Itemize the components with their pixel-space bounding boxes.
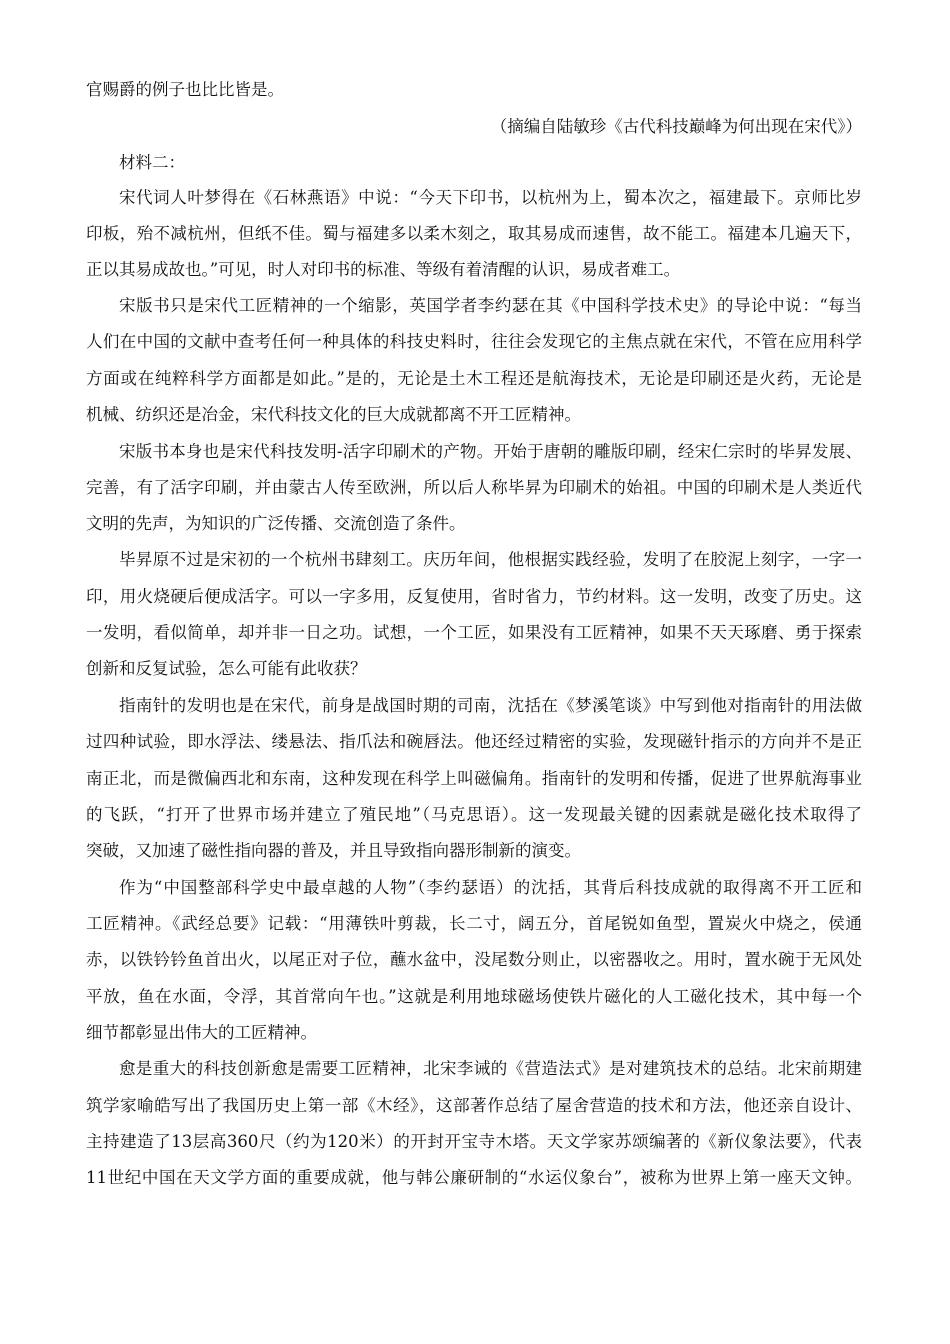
paragraph-line: 完善，有了活字印刷，并由蒙古人传至欧洲，所以后人称毕昇为印刷术的始祖。中国的印刷术是人类近代 (86, 478, 862, 497)
source-citation: （摘编自陆敏珍《古代科技巅峰为何出现在宋代》） (490, 117, 862, 136)
paragraph-line: 文明的先声，为知识的广泛传播、交流创造了条件。 (86, 514, 466, 533)
paragraph-line: 人们在中国的文献中查考任何一种具体的科技史料时，往往会发现它的主焦点就在宋代，不管在应用科学 (86, 332, 862, 351)
paragraph-line: 过四种试验，即水浮法、缕悬法、指爪法和碗唇法。他还经过精密的实验，发现磁针指示的方向并不是正 (86, 732, 862, 751)
paragraph-line: 方面或在纯粹科学方面都是如此。”是的，无论是土木工程还是航海技术，无论是印刷还是火药，无论是 (86, 369, 862, 388)
paragraph-line: 毕昇原不过是宋初的一个杭州书肆刻工。庆历年间，他根据实践经验，发明了在胶泥上刻字，一字一 (119, 550, 862, 569)
paragraph-line: 的飞跃，“打开了世界市场并建立了殖民地”（马克思语）。这一发现最关键的因素就是磁化技术取得了 (86, 805, 862, 824)
paragraph-line: 作为“中国整部科学史中最卓越的人物”（李约瑟语）的沈括，其背后科技成就的取得离不开工匠和 (119, 878, 862, 897)
section-heading: 材料二： (119, 153, 185, 172)
paragraph-line: 主持建造了13层高360尺（约为120米）的开封开宝寺木塔。天文学家苏颂编著的《新仪象法要》，代表 (86, 1132, 862, 1151)
paragraph-line: 宋版书本身也是宋代科技发明-活字印刷术的产物。开始于唐朝的雕版印刷，经宋仁宗时的毕昇发展、 (119, 442, 862, 461)
paragraph-line: 南正北，而是微偏西北和东南，这种发现在科学上叫磁偏角。指南针的发明和传播，促进了世界航海事业 (86, 769, 862, 788)
paragraph-line: 筑学家喻皓写出了我国历史上第一部《木经》，这部著作总结了屋舍营造的技术和方法，他还亲自设计、 (86, 1096, 862, 1115)
paragraph-line: 印，用火烧硬后便成活字。可以一字多用，反复使用，省时省力，节约材料。这一发明，改变了历史。这 (86, 587, 862, 606)
paragraph-line: 愈是重大的科技创新愈是需要工匠精神，北宋李诫的《营造法式》是对建筑技术的总结。北宋前期建 (119, 1059, 862, 1078)
paragraph-line: 宋代词人叶梦得在《石林燕语》中说：“今天下印书，以杭州为上，蜀本次之，福建最下。京师比岁 (119, 188, 862, 207)
paragraph-line: 细节都彰显出伟大的工匠精神。 (86, 1023, 317, 1042)
paragraph-line: 突破，又加速了磁性指向器的普及，并且导致指向器形制新的演变。 (86, 841, 581, 860)
paragraph-line: 机械、纺织还是冶金，宋代科技文化的巨大成就都离不开工匠精神。 (86, 405, 581, 424)
paragraph-line: 平放，鱼在水面，令浮，其首常向午也。”这就是利用地球磁场使铁片磁化的人工磁化技术，其中每一个 (86, 987, 862, 1006)
paragraph-line: 11世纪中国在天文学方面的重要成就，他与韩公廉研制的“水运仪象台”，被称为世界上第一座天文钟。 (86, 1168, 862, 1187)
paragraph-line: 创新和反复试验，怎么可能有此收获？ (86, 659, 367, 678)
paragraph-line: 赤，以铁钤钤鱼首出火，以尾正对子位，蘸水盆中，没尾数分则止，以密器收之。用时，置水碗于无风处 (86, 950, 862, 969)
paragraph-line: 一发明，看似简单，却并非一日之功。试想，一个工匠，如果没有工匠精神，如果不天天琢磨、勇于探索 (86, 623, 862, 642)
paragraph-line: 官赐爵的例子也比比皆是。 (86, 80, 284, 99)
paragraph-line: 正以其易成故也。”可见，时人对印书的标准、等级有着清醒的认识，易成者难工。 (86, 260, 681, 279)
paragraph-line: 印板，殆不减杭州，但纸不佳。蜀与福建多以柔木刻之，取其易成而速售，故不能工。福建本几遍天下， (86, 224, 862, 243)
paragraph-line: 工匠精神。《武经总要》记载：“用薄铁叶剪裁，长二寸，阔五分，首尾锐如鱼型，置炭火中烧之，侯通 (86, 914, 862, 933)
paragraph-line: 宋版书只是宋代工匠精神的一个缩影，英国学者李约瑟在其《中国科学技术史》的导论中说：“每当 (119, 296, 862, 315)
paragraph-line: 指南针的发明也是在宋代，前身是战国时期的司南，沈括在《梦溪笔谈》中写到他对指南针的用法做 (119, 696, 862, 715)
